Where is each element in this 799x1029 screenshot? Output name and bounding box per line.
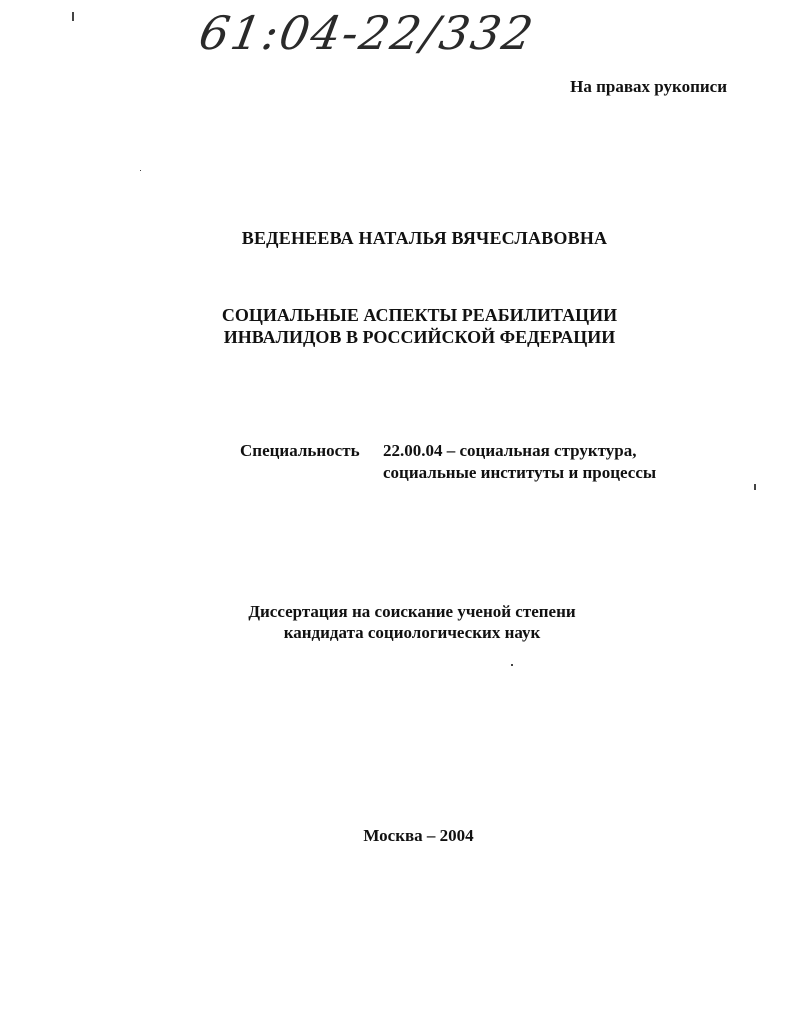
title-line-2: ИНВАЛИДОВ В РОССИЙСКОЙ ФЕДЕРАЦИИ [223, 327, 616, 347]
specialty-line-1: 22.00.04 – социальная структура, [383, 441, 637, 460]
scan-speck [140, 170, 141, 171]
specialty-value [383, 440, 656, 484]
specialty-label: Специальность [240, 441, 360, 460]
scan-speck [754, 484, 756, 490]
dissertation-title [0, 304, 799, 348]
specialty-line-2: социальные институты и процессы [383, 463, 657, 482]
title-line-1: СОЦИАЛЬНЫЕ АСПЕКТЫ РЕАБИЛИТАЦИИ [221, 305, 618, 325]
degree-line-1: Диссертация на соискание ученой степени [248, 602, 576, 621]
scan-speck [72, 12, 74, 21]
city-year: Москва – 2004 [363, 826, 474, 845]
scan-speck [511, 664, 513, 666]
degree-statement [0, 601, 799, 643]
handwritten-catalog-number: 61:04-22/332 [195, 6, 539, 60]
degree-line-2: кандидата социологических наук [283, 623, 541, 642]
author-name: ВЕДЕНЕЕВА НАТАЛЬЯ ВЯЧЕСЛАВОВНА [241, 228, 608, 248]
rights-note: На правах рукописи [570, 77, 727, 96]
